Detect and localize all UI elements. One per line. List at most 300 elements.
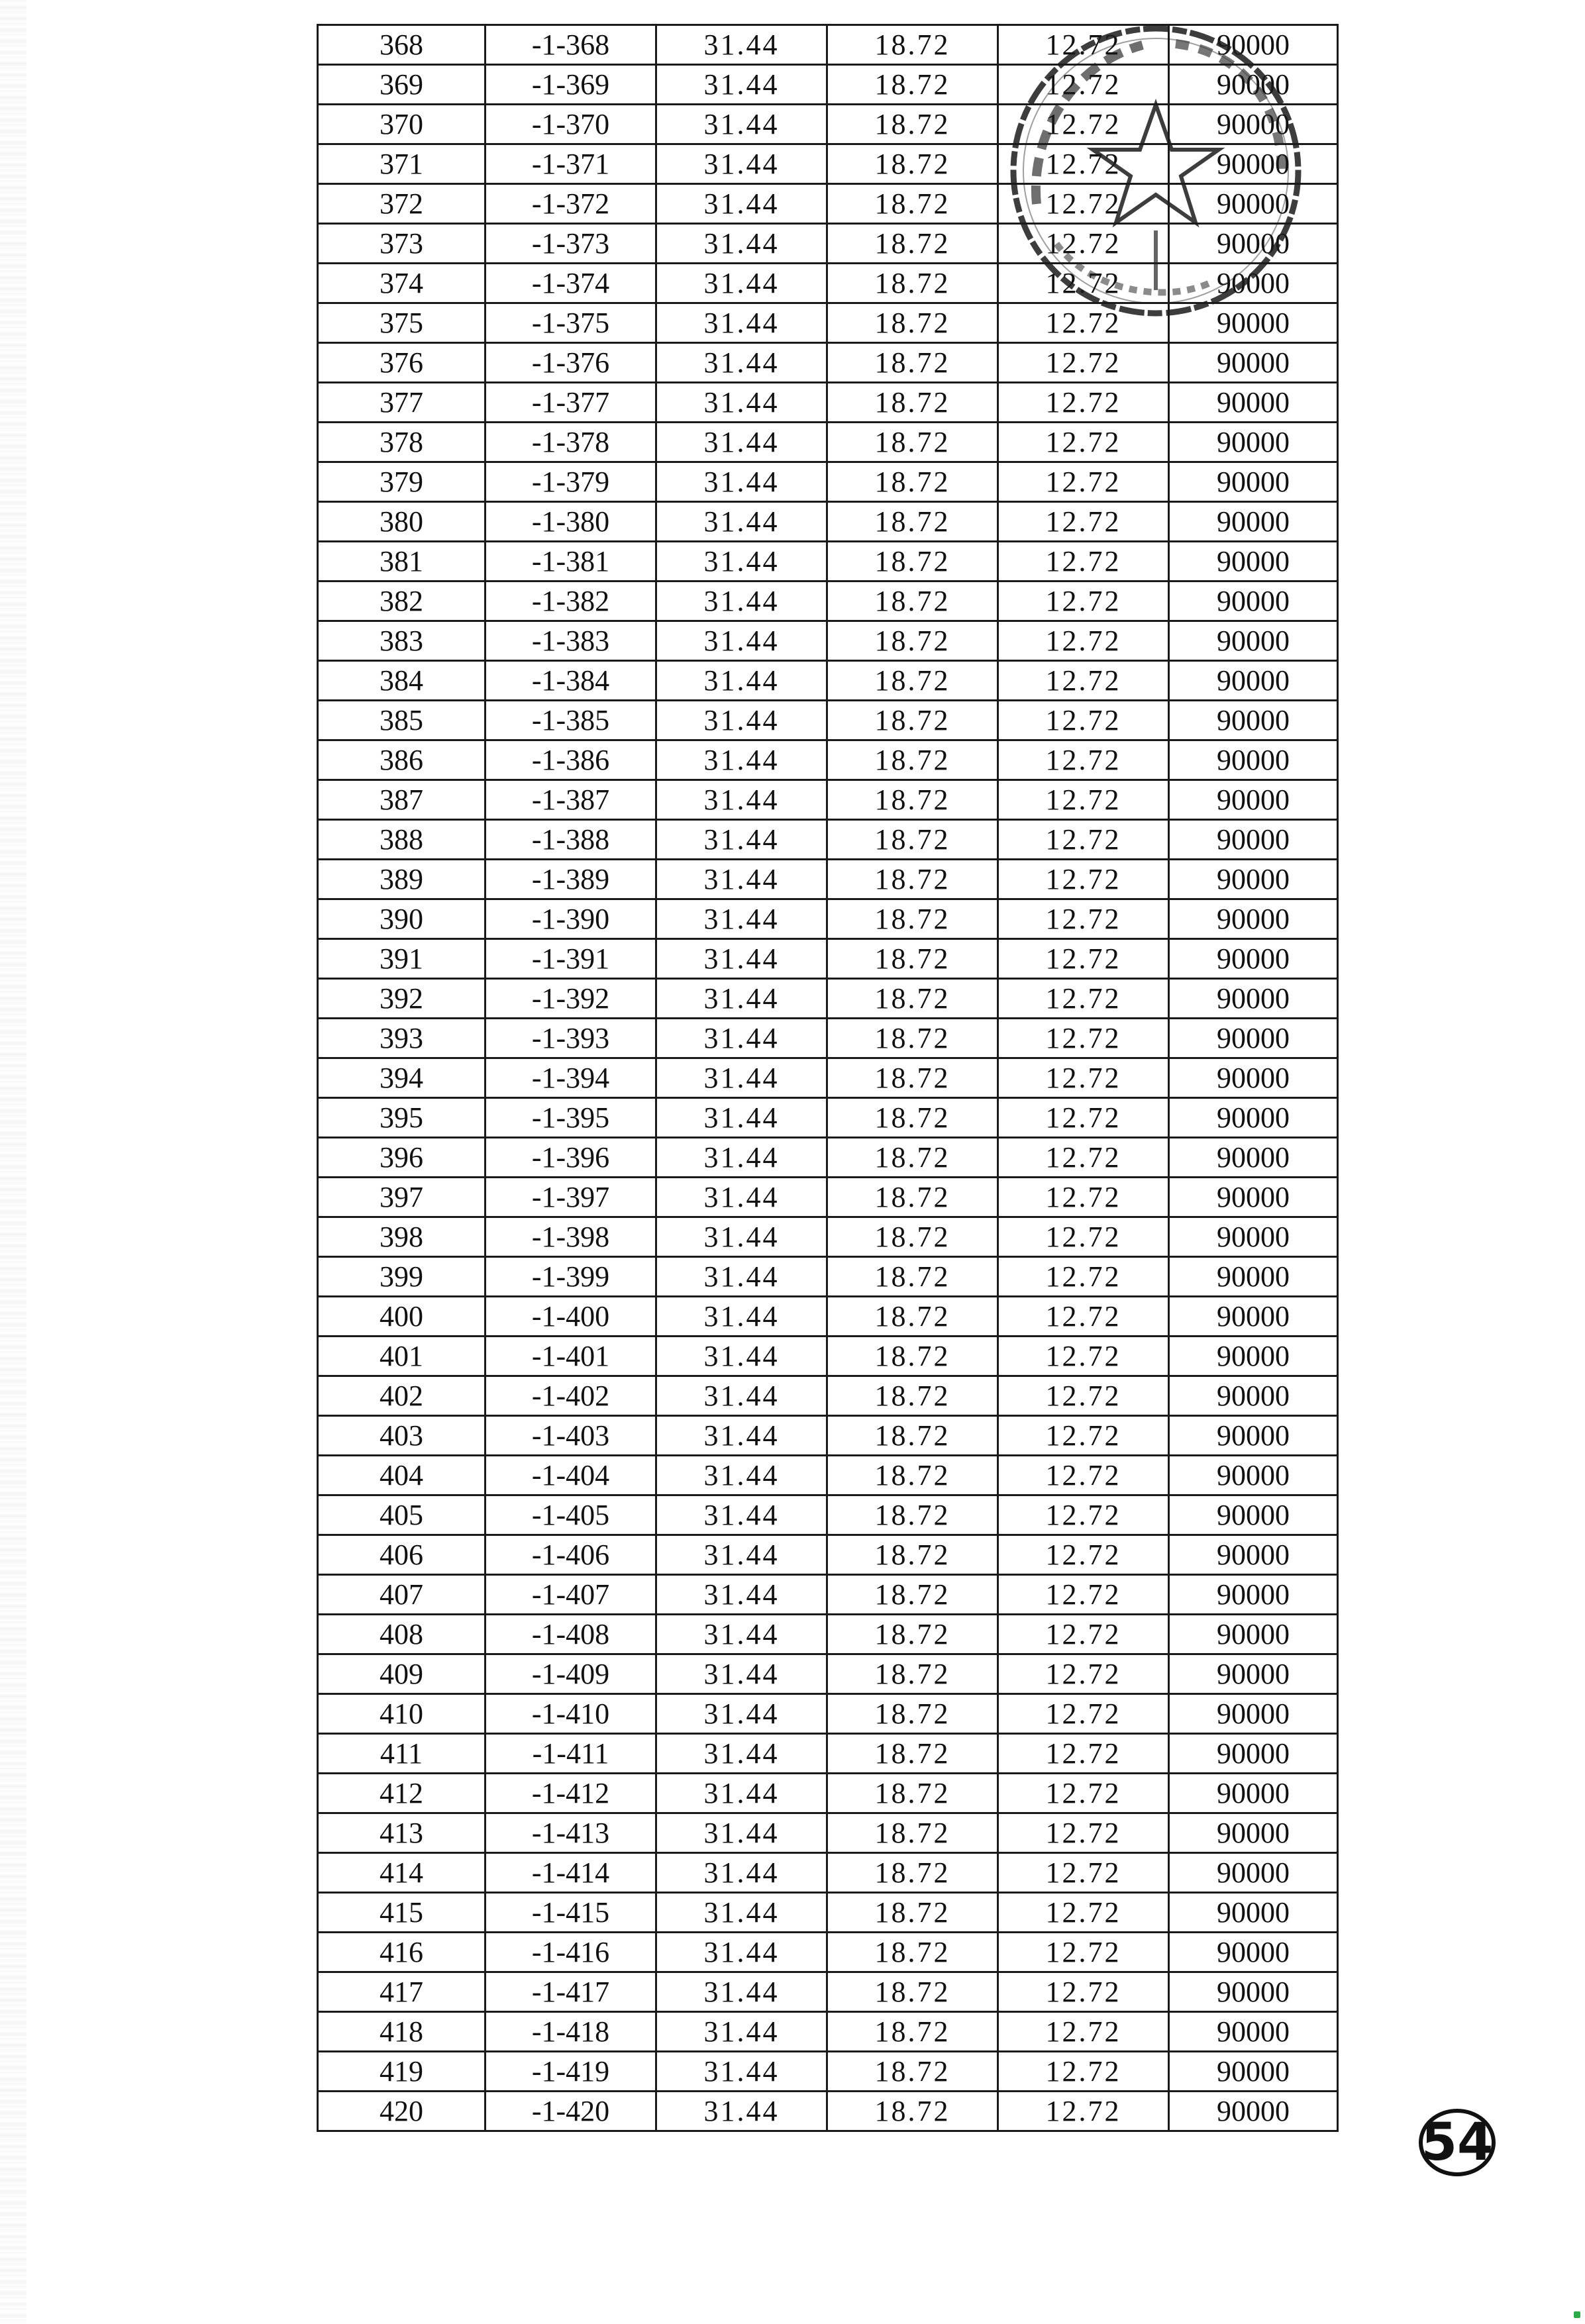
table-row — [318, 1376, 1338, 1416]
table-cell: -1-371 — [486, 144, 656, 184]
table-cell: -1-386 — [486, 740, 656, 780]
table-cell: 379 — [318, 462, 486, 502]
table-row — [318, 105, 1338, 144]
table-cell: 90000 — [1169, 1098, 1338, 1138]
table-cell: 31.44 — [656, 1297, 827, 1337]
table-cell: 90000 — [1169, 184, 1338, 224]
table-cell: 12.72 — [998, 780, 1169, 820]
table-cell: 381 — [318, 542, 486, 581]
table-cell: 12.72 — [998, 1058, 1169, 1098]
table-cell: -1-399 — [486, 1257, 656, 1297]
table-cell: 31.44 — [656, 1933, 827, 1972]
table-cell: 31.44 — [656, 740, 827, 780]
table-cell: 31.44 — [656, 65, 827, 105]
table-row — [318, 979, 1338, 1019]
table-cell: 12.72 — [998, 1337, 1169, 1376]
table-cell: 12.72 — [998, 184, 1169, 224]
table-row — [318, 1535, 1338, 1575]
table-cell: 90000 — [1169, 502, 1338, 542]
table-cell: 392 — [318, 979, 486, 1019]
table-cell: 18.72 — [827, 1098, 998, 1138]
table-cell: 18.72 — [827, 1734, 998, 1774]
table-cell: 12.72 — [998, 701, 1169, 740]
table-row — [318, 144, 1338, 184]
table-row — [318, 581, 1338, 621]
table-row — [318, 1337, 1338, 1376]
table-cell: 18.72 — [827, 1813, 998, 1853]
table-cell: 31.44 — [656, 25, 827, 65]
table-cell: 18.72 — [827, 979, 998, 1019]
table-cell: 18.72 — [827, 343, 998, 383]
table-cell: 383 — [318, 621, 486, 661]
table-cell: 416 — [318, 1933, 486, 1972]
table-cell: -1-419 — [486, 2052, 656, 2092]
table-cell: 31.44 — [656, 264, 827, 303]
table-cell: 12.72 — [998, 1098, 1169, 1138]
table-cell: 12.72 — [998, 1217, 1169, 1257]
table-cell: 410 — [318, 1694, 486, 1734]
table-cell: 18.72 — [827, 1615, 998, 1654]
table-cell: -1-368 — [486, 25, 656, 65]
table-row — [318, 1774, 1338, 1813]
table-cell: 12.72 — [998, 1019, 1169, 1058]
table-cell: -1-387 — [486, 780, 656, 820]
table-cell: 396 — [318, 1138, 486, 1178]
table-cell: 18.72 — [827, 462, 998, 502]
table-cell: 31.44 — [656, 1813, 827, 1853]
table-cell: 90000 — [1169, 25, 1338, 65]
table-cell: 31.44 — [656, 860, 827, 899]
table-cell: 31.44 — [656, 423, 827, 462]
table-cell: 390 — [318, 899, 486, 939]
table-cell: 420 — [318, 2092, 486, 2131]
table-cell: -1-385 — [486, 701, 656, 740]
table-cell: -1-377 — [486, 383, 656, 423]
table-cell: -1-404 — [486, 1456, 656, 1495]
table-row — [318, 1575, 1338, 1615]
table-row — [318, 1058, 1338, 1098]
table-cell: 18.72 — [827, 1654, 998, 1694]
table-cell: -1-420 — [486, 2092, 656, 2131]
table-cell: 90000 — [1169, 224, 1338, 264]
table-cell: 90000 — [1169, 661, 1338, 701]
table-cell: -1-407 — [486, 1575, 656, 1615]
table-row — [318, 1853, 1338, 1893]
table-cell: 31.44 — [656, 1575, 827, 1615]
table-cell: -1-402 — [486, 1376, 656, 1416]
table-cell: 404 — [318, 1456, 486, 1495]
table-cell: 18.72 — [827, 502, 998, 542]
table-cell: 12.72 — [998, 1535, 1169, 1575]
table-cell: -1-396 — [486, 1138, 656, 1178]
table-cell: 31.44 — [656, 184, 827, 224]
table-cell: 12.72 — [998, 303, 1169, 343]
table-cell: 370 — [318, 105, 486, 144]
table-cell: 18.72 — [827, 1456, 998, 1495]
table-cell: 90000 — [1169, 2012, 1338, 2052]
table-row — [318, 1138, 1338, 1178]
table-cell: 90000 — [1169, 621, 1338, 661]
table-cell: 31.44 — [656, 303, 827, 343]
table-cell: 90000 — [1169, 383, 1338, 423]
table-cell: 380 — [318, 502, 486, 542]
table-cell: 90000 — [1169, 2052, 1338, 2092]
table-cell: 408 — [318, 1615, 486, 1654]
table-cell: 31.44 — [656, 1654, 827, 1694]
table-cell: 413 — [318, 1813, 486, 1853]
table-cell: 403 — [318, 1416, 486, 1456]
table-cell: 31.44 — [656, 1217, 827, 1257]
table-cell: 12.72 — [998, 383, 1169, 423]
table-cell: 90000 — [1169, 1853, 1338, 1893]
table-row — [318, 939, 1338, 979]
table-row — [318, 224, 1338, 264]
table-row — [318, 1456, 1338, 1495]
table-cell: 12.72 — [998, 2052, 1169, 2092]
table-cell: 90000 — [1169, 701, 1338, 740]
table-cell: 31.44 — [656, 105, 827, 144]
table-cell: -1-415 — [486, 1893, 656, 1933]
table-cell: -1-375 — [486, 303, 656, 343]
table-cell: 12.72 — [998, 224, 1169, 264]
table-row — [318, 1694, 1338, 1734]
table-cell: 12.72 — [998, 939, 1169, 979]
table-cell: 12.72 — [998, 144, 1169, 184]
table-row — [318, 1178, 1338, 1217]
table-cell: 31.44 — [656, 2012, 827, 2052]
table-cell: 18.72 — [827, 1217, 998, 1257]
table-cell: 417 — [318, 1972, 486, 2012]
table-row — [318, 542, 1338, 581]
table-row — [318, 740, 1338, 780]
table-cell: -1-369 — [486, 65, 656, 105]
table-cell: 31.44 — [656, 1376, 827, 1416]
table-cell: 90000 — [1169, 542, 1338, 581]
table-cell: 402 — [318, 1376, 486, 1416]
table-cell: 405 — [318, 1495, 486, 1535]
table-cell: -1-370 — [486, 105, 656, 144]
table-cell: 90000 — [1169, 740, 1338, 780]
table-cell: 90000 — [1169, 264, 1338, 303]
table-cell: 90000 — [1169, 1058, 1338, 1098]
table-cell: 12.72 — [998, 1734, 1169, 1774]
table-cell: -1-380 — [486, 502, 656, 542]
table-row — [318, 860, 1338, 899]
table-cell: 31.44 — [656, 383, 827, 423]
table-cell: -1-390 — [486, 899, 656, 939]
table-cell: 376 — [318, 343, 486, 383]
table-cell: 90000 — [1169, 899, 1338, 939]
table-cell: 18.72 — [827, 105, 998, 144]
table-cell: 18.72 — [827, 1575, 998, 1615]
table-cell: 12.72 — [998, 25, 1169, 65]
table-cell: 31.44 — [656, 979, 827, 1019]
table-cell: -1-373 — [486, 224, 656, 264]
table-row — [318, 303, 1338, 343]
table-cell: 12.72 — [998, 1138, 1169, 1178]
table-cell: -1-398 — [486, 1217, 656, 1257]
table-cell: 90000 — [1169, 780, 1338, 820]
table-cell: 382 — [318, 581, 486, 621]
table-cell: 400 — [318, 1297, 486, 1337]
table-cell: 18.72 — [827, 1138, 998, 1178]
table-cell: 31.44 — [656, 2052, 827, 2092]
table-cell: 391 — [318, 939, 486, 979]
table-cell: 12.72 — [998, 105, 1169, 144]
table-cell: 31.44 — [656, 1337, 827, 1376]
table-cell: -1-372 — [486, 184, 656, 224]
table-cell: 18.72 — [827, 1495, 998, 1535]
table-cell: 12.72 — [998, 343, 1169, 383]
table-cell: 18.72 — [827, 542, 998, 581]
table-cell: 31.44 — [656, 462, 827, 502]
table-cell: 387 — [318, 780, 486, 820]
table-cell: 90000 — [1169, 1615, 1338, 1654]
table-cell: 372 — [318, 184, 486, 224]
table-cell: 18.72 — [827, 264, 998, 303]
table-cell: 18.72 — [827, 2052, 998, 2092]
table-row — [318, 701, 1338, 740]
table-cell: 90000 — [1169, 303, 1338, 343]
table-cell: 31.44 — [656, 2092, 827, 2131]
table-cell: 90000 — [1169, 939, 1338, 979]
table-cell: 12.72 — [998, 1297, 1169, 1337]
table-cell: 31.44 — [656, 1178, 827, 1217]
corner-mark — [1574, 2311, 1580, 2318]
table-cell: -1-413 — [486, 1813, 656, 1853]
table-cell: -1-412 — [486, 1774, 656, 1813]
table-cell: 18.72 — [827, 860, 998, 899]
table-cell: 385 — [318, 701, 486, 740]
table-cell: 31.44 — [656, 1972, 827, 2012]
table-cell: 12.72 — [998, 502, 1169, 542]
table-cell: -1-384 — [486, 661, 656, 701]
table-cell: 90000 — [1169, 1257, 1338, 1297]
table-cell: 90000 — [1169, 1813, 1338, 1853]
table-cell: 394 — [318, 1058, 486, 1098]
table-cell: 90000 — [1169, 979, 1338, 1019]
table-cell: 90000 — [1169, 1376, 1338, 1416]
table-cell: 406 — [318, 1535, 486, 1575]
table-cell: -1-411 — [486, 1734, 656, 1774]
table-cell: 90000 — [1169, 1774, 1338, 1813]
table-cell: 12.72 — [998, 1376, 1169, 1416]
table-row — [318, 1615, 1338, 1654]
table-row — [318, 383, 1338, 423]
table-cell: 18.72 — [827, 1058, 998, 1098]
table-cell: 18.72 — [827, 661, 998, 701]
table-cell: 378 — [318, 423, 486, 462]
table-cell: 31.44 — [656, 1774, 827, 1813]
table-cell: 18.72 — [827, 2012, 998, 2052]
table-cell: 90000 — [1169, 1019, 1338, 1058]
table-cell: 407 — [318, 1575, 486, 1615]
table-cell: 90000 — [1169, 1734, 1338, 1774]
page-number-mark — [1417, 2106, 1497, 2179]
table-cell: 384 — [318, 661, 486, 701]
table-row — [318, 65, 1338, 105]
table-cell: 31.44 — [656, 899, 827, 939]
table-row — [318, 184, 1338, 224]
table-row — [318, 2012, 1338, 2052]
table-row — [318, 1734, 1338, 1774]
table-cell: -1-382 — [486, 581, 656, 621]
table-row — [318, 264, 1338, 303]
table-cell: 12.72 — [998, 1575, 1169, 1615]
table-cell: -1-410 — [486, 1694, 656, 1734]
table-cell: 31.44 — [656, 701, 827, 740]
table-cell: 409 — [318, 1654, 486, 1694]
table-cell: 90000 — [1169, 105, 1338, 144]
table-row — [318, 1416, 1338, 1456]
table-cell: 90000 — [1169, 423, 1338, 462]
table-cell: 12.72 — [998, 1813, 1169, 1853]
table-cell: 90000 — [1169, 1297, 1338, 1337]
table-cell: 12.72 — [998, 621, 1169, 661]
table-row — [318, 343, 1338, 383]
table-cell: 12.72 — [998, 1495, 1169, 1535]
table-cell: 90000 — [1169, 581, 1338, 621]
table-cell: 12.72 — [998, 1893, 1169, 1933]
table-cell: 90000 — [1169, 144, 1338, 184]
table-cell: 18.72 — [827, 1933, 998, 1972]
table-cell: -1-400 — [486, 1297, 656, 1337]
table-cell: -1-393 — [486, 1019, 656, 1058]
table-cell: 18.72 — [827, 1774, 998, 1813]
table-cell: 31.44 — [656, 939, 827, 979]
table-cell: 18.72 — [827, 1893, 998, 1933]
table-cell: 90000 — [1169, 343, 1338, 383]
table-row — [318, 1495, 1338, 1535]
table-cell: 398 — [318, 1217, 486, 1257]
table-cell: 18.72 — [827, 383, 998, 423]
table-cell: 12.72 — [998, 1972, 1169, 2012]
table-cell: -1-388 — [486, 820, 656, 860]
table-cell: 90000 — [1169, 860, 1338, 899]
table-cell: 12.72 — [998, 1257, 1169, 1297]
table-cell: 12.72 — [998, 2012, 1169, 2052]
table-cell: 31.44 — [656, 144, 827, 184]
table-cell: 12.72 — [998, 1416, 1169, 1456]
table-cell: 31.44 — [656, 1456, 827, 1495]
table-row — [318, 621, 1338, 661]
table-cell: 18.72 — [827, 780, 998, 820]
table-cell: 18.72 — [827, 899, 998, 939]
table-cell: 18.72 — [827, 1694, 998, 1734]
table-cell: 31.44 — [656, 542, 827, 581]
table-cell: 18.72 — [827, 1376, 998, 1416]
table-cell: 12.72 — [998, 661, 1169, 701]
table-cell: 415 — [318, 1893, 486, 1933]
table-cell: 12.72 — [998, 899, 1169, 939]
table-cell: 90000 — [1169, 1654, 1338, 1694]
table-cell: 12.72 — [998, 1933, 1169, 1972]
table-cell: 12.72 — [998, 462, 1169, 502]
table-cell: 18.72 — [827, 303, 998, 343]
table-cell: 377 — [318, 383, 486, 423]
table-row — [318, 423, 1338, 462]
table-cell: 31.44 — [656, 1058, 827, 1098]
table-cell: 31.44 — [656, 224, 827, 264]
table-cell: 419 — [318, 2052, 486, 2092]
table-cell: 90000 — [1169, 1495, 1338, 1535]
table-row — [318, 1972, 1338, 2012]
table-cell: 31.44 — [656, 1615, 827, 1654]
table-cell: 90000 — [1169, 2092, 1338, 2131]
table-cell: 18.72 — [827, 1853, 998, 1893]
table-cell: 12.72 — [998, 1654, 1169, 1694]
table-cell: 12.72 — [998, 1694, 1169, 1734]
table-cell: 90000 — [1169, 1456, 1338, 1495]
table-cell: 90000 — [1169, 1138, 1338, 1178]
table-cell: 373 — [318, 224, 486, 264]
table-cell: 90000 — [1169, 1337, 1338, 1376]
table-cell: 18.72 — [827, 1972, 998, 2012]
table-cell: 18.72 — [827, 621, 998, 661]
table-row — [318, 1654, 1338, 1694]
table-cell: -1-417 — [486, 1972, 656, 2012]
table-cell: 388 — [318, 820, 486, 860]
table-cell: -1-376 — [486, 343, 656, 383]
table-cell: 90000 — [1169, 1217, 1338, 1257]
table-cell: -1-397 — [486, 1178, 656, 1217]
table-cell: -1-416 — [486, 1933, 656, 1972]
table-cell: -1-389 — [486, 860, 656, 899]
table-cell: 31.44 — [656, 502, 827, 542]
table-cell: 18.72 — [827, 144, 998, 184]
table-cell: -1-395 — [486, 1098, 656, 1138]
table-cell: 31.44 — [656, 1893, 827, 1933]
table-cell: 18.72 — [827, 1535, 998, 1575]
table-cell: 18.72 — [827, 1178, 998, 1217]
table-cell: -1-414 — [486, 1853, 656, 1893]
table-cell: 31.44 — [656, 581, 827, 621]
table-cell: 12.72 — [998, 979, 1169, 1019]
table-row — [318, 1893, 1338, 1933]
table-cell: 90000 — [1169, 65, 1338, 105]
table-row — [318, 1257, 1338, 1297]
table-row — [318, 462, 1338, 502]
table-row — [318, 25, 1338, 65]
table-row — [318, 2052, 1338, 2092]
table-cell: 18.72 — [827, 25, 998, 65]
table-body — [318, 25, 1338, 2131]
table-cell: 18.72 — [827, 184, 998, 224]
table-cell: 386 — [318, 740, 486, 780]
table-cell: -1-391 — [486, 939, 656, 979]
table-cell: -1-394 — [486, 1058, 656, 1098]
table-row — [318, 661, 1338, 701]
table-cell: 18.72 — [827, 1297, 998, 1337]
table-cell: 18.72 — [827, 1019, 998, 1058]
table-cell: 18.72 — [827, 939, 998, 979]
table-cell: 31.44 — [656, 1535, 827, 1575]
table-cell: 18.72 — [827, 2092, 998, 2131]
page-number: 54 — [1421, 2113, 1494, 2172]
table-cell: 31.44 — [656, 1098, 827, 1138]
table-cell: 389 — [318, 860, 486, 899]
table-cell: -1-374 — [486, 264, 656, 303]
table-cell: 12.72 — [998, 740, 1169, 780]
table-cell: 18.72 — [827, 740, 998, 780]
table-cell: 12.72 — [998, 1774, 1169, 1813]
table-row — [318, 1297, 1338, 1337]
table-cell: 90000 — [1169, 1933, 1338, 1972]
table-cell: -1-379 — [486, 462, 656, 502]
data-table — [317, 24, 1339, 2132]
table-cell: -1-418 — [486, 2012, 656, 2052]
table-cell: -1-403 — [486, 1416, 656, 1456]
